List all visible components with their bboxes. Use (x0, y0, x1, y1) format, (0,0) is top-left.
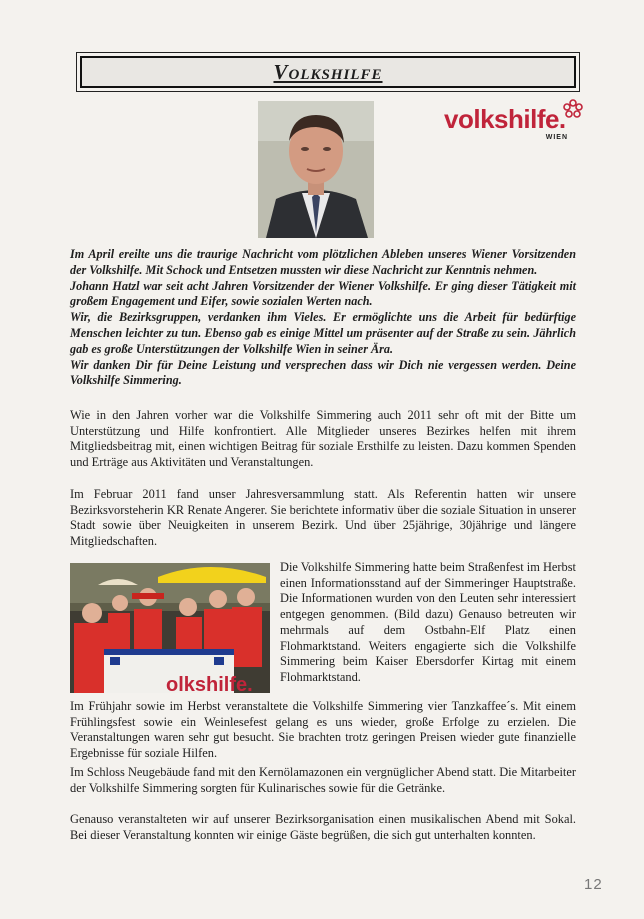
page-title: Volkshilfe (273, 59, 383, 84)
portrait-photo (258, 101, 374, 238)
intro-paragraph: Wir, die Bezirksgruppen, verdanken ihm Vieles. Er ermöglichte uns die Arbeit für bedürftige Menschen leichter zu tun. Ebenso gab es einige Mittel um präsenter auf der Straße zu sein. Jährlich gab es große Unterstützungen der Volkshilfe Wien in seiner Ära. (70, 310, 576, 356)
body-paragraph-music-evening: Genauso veranstalteten wir auf unserer Bezirksorganisation einen musikalischen Abend mit Sokal. Bei dieser Veranstaltung konnten wir einige Gäste begrüßen, die sich gut unterhalten konnten. (70, 812, 576, 842)
body-paragraph-annual-meeting: Im Februar 2011 fand unser Jahresversammlung statt. Als Referentin hatten wir unsere Bezirksvorsteherin KR Renate Angerer. Sie berichtete informativ über die soziale Situation in unserer Stadt sowie über Neuigkeiten in unserem Bezirk. Und über 25jährige, 30jährige und längere Mitgliedschaften. (70, 487, 576, 549)
body-paragraph-schloss: Im Schloss Neugebäude fand mit den Kernölamazonen ein vergnüglicher Abend statt. Die Mitarbeiter der Volkshilfe Simmering sorgten für Kulinarisches sowie für die Getränke. (70, 765, 576, 795)
intro-paragraph: Wir danken Dir für Deine Leistung und versprechen dass wir Dich nie vergessen werden. Deine Volkshilfe Simmering. (70, 357, 576, 388)
title-box (76, 52, 580, 92)
intro-paragraph: Im April ereilte uns die traurige Nachricht vom plötzlichen Ableben unseres Wiener Vorsitzenden der Volkshilfe. Mit Schock und Entsetzen mussten wir diese Nachricht zur Kenntnis nehmen. (70, 247, 576, 277)
memorial-text (70, 247, 576, 389)
volkshilfe-logo (444, 98, 584, 146)
page-number: 12 (584, 876, 603, 893)
logo-subtitle: WIEN (545, 134, 568, 141)
logo-wordmark: volkshilfe. (444, 104, 566, 134)
body-paragraph-street-festival: Die Volkshilfe Simmering hatte beim Straßenfest im Herbst einen Informationsstand auf der Simmeringer Hauptstraße. Die Informationen wurden von den Leuten sehr interessiert entgegen genommen. (Bild dazu) Genauso betreuten wir mehrmals auf dem Ostbahn-Elf Platz einen Flohmarktstand. Weiters engagierte sich die Volkshilfe Simmering beim Kaiser Ebersdorfer Kirtag mit einem Flohmarktstand. (280, 560, 576, 684)
flower-icon (562, 98, 584, 120)
body-paragraph-support: Wie in den Jahren vorher war die Volkshilfe Simmering auch 2011 sehr oft mit der Bitte um Unterstützung und Hilfe konfrontiert. Alle Mitglieder unseres Bezirkes helfen mit ihrem Mitgliedsbeitrag mit, einen wichtigen Beitrag für soziale Ersthilfe zu leisten. Dazu kommen Spenden und Erträge aus Aktivitäten und Veranstaltungen. (70, 408, 576, 470)
street-festival-photo (70, 563, 270, 693)
intro-paragraph: Johann Hatzl war seit acht Jahren Vorsitzender der Wiener Volkshilfe. Er ging dieser Tätigkeit mit großem Engagement und Eifer, sowie sozialen Werten nach. (70, 278, 576, 309)
photo-banner-text: olkshilfe. (166, 674, 253, 693)
body-paragraph-events: Im Frühjahr sowie im Herbst veranstaltete die Volkshilfe Simmering vier Tanzkaffee´s. Mit einem Frühlingsfest sowie ein Weinlesefest gelang es uns wieder, große Erfolge zu erzielen. Die Veranstaltungen waren sehr gut besucht. Sie brachten trotz geringen Preisen wieder gute finanzielle Ergebnisse für soziale Hilfen. (70, 699, 576, 761)
